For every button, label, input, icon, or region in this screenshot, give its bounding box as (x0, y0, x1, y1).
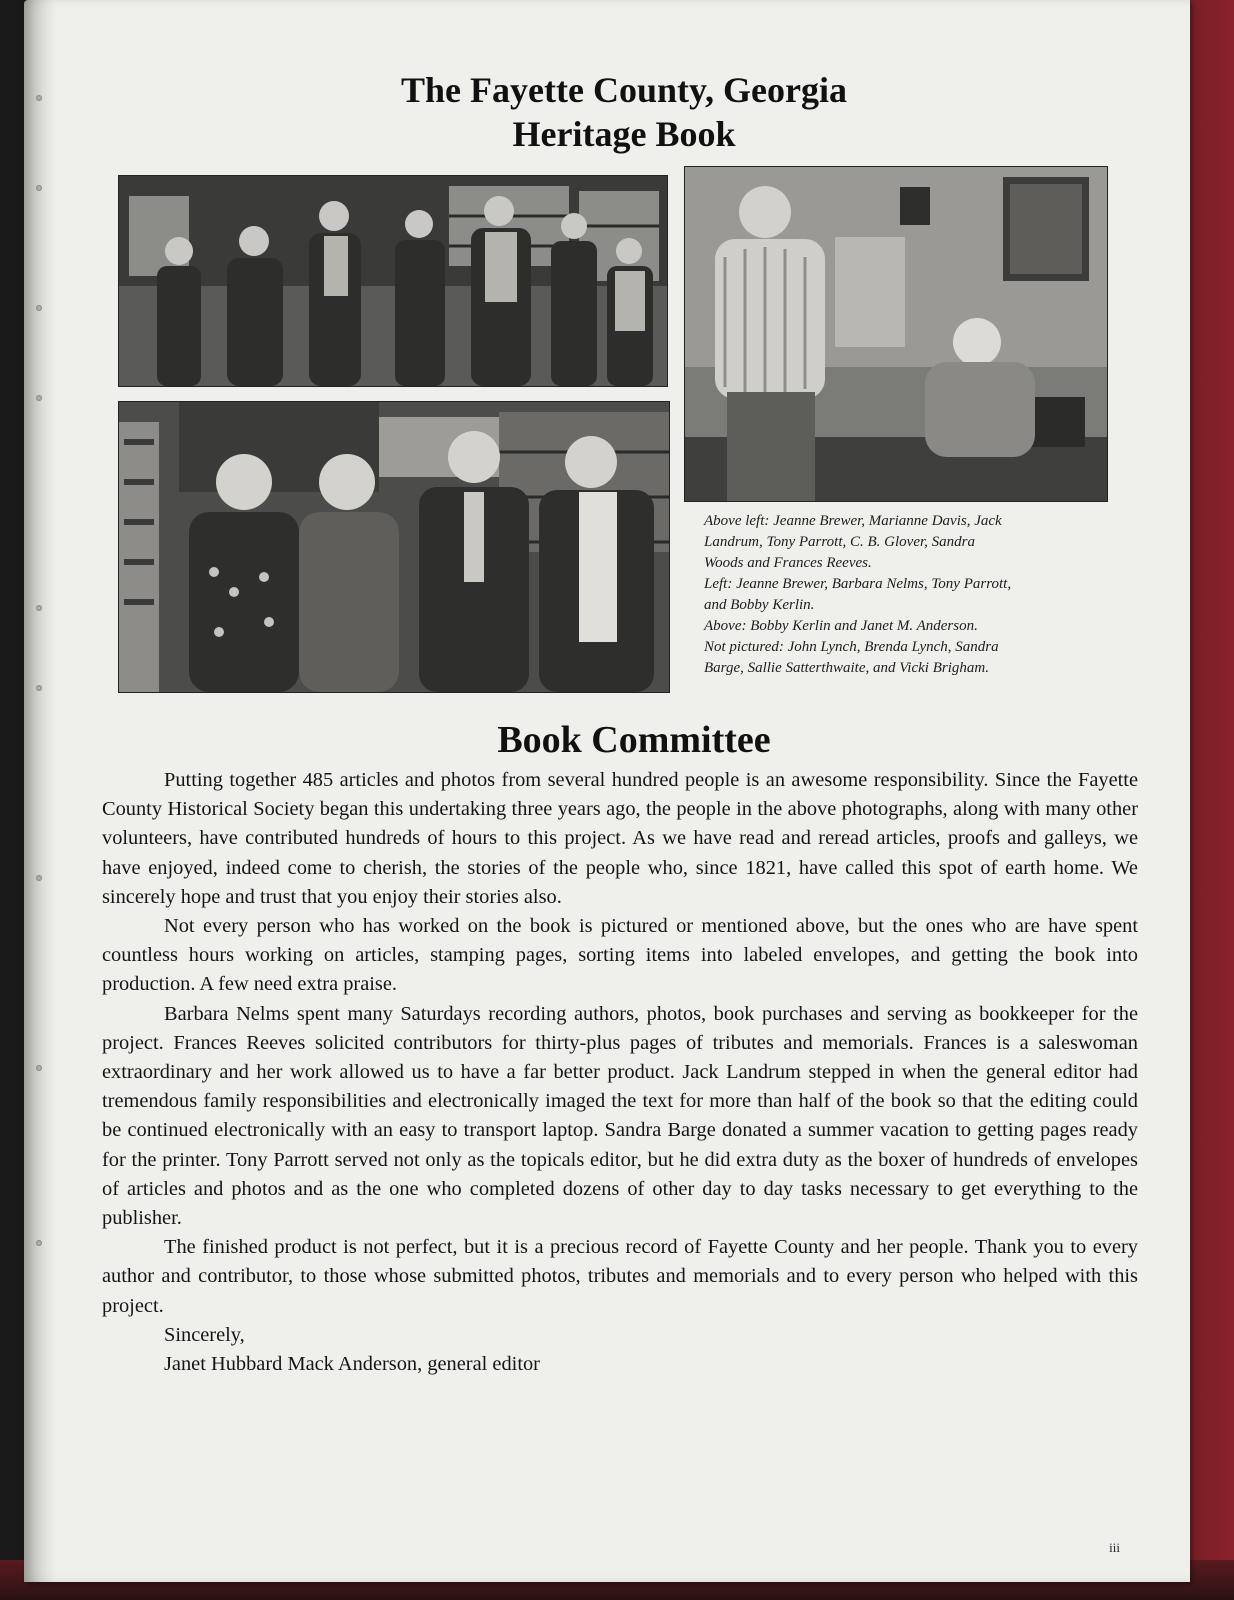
caption-line: and Bobby Kerlin. (704, 597, 815, 613)
caption-line: Woods and Frances Reeves. (704, 555, 872, 571)
body-text (102, 766, 1138, 1379)
caption-line: Barge, Sallie Satterthwaite, and Vicki Brigham. (704, 660, 989, 676)
signature: Janet Hubbard Mack Anderson, general editor (164, 1353, 540, 1376)
binding-holes (36, 60, 46, 1360)
title-line-1: The Fayette County, Georgia (401, 70, 847, 110)
body-paragraph: Not every person who has worked on the book is pictured or mentioned above, but the ones who are have spent countless hours working on articles, stamping pages, sorting items into labeled envelopes, and getting the book into production. A few need extra praise. (102, 915, 1138, 996)
binding-hole (36, 185, 42, 191)
page-title (224, 68, 1024, 156)
binding-hole (36, 1065, 42, 1071)
binding-hole (36, 395, 42, 401)
body-paragraph: The finished product is not perfect, but it is a precious record of Fayette County and her people. Thank you to every author and contributor, to those whose submitted photos, tributes and memorials and to every person who helped with this project. (102, 1236, 1138, 1317)
group-four-photo-image (119, 402, 669, 692)
binding-hole (36, 605, 42, 611)
title-line-2: Heritage Book (512, 114, 736, 154)
caption-line: Above: Bobby Kerlin and Janet M. Anderson. (704, 618, 978, 634)
photo-top-left (118, 175, 668, 387)
body-paragraph: Putting together 485 articles and photos from several hundred people is an awesome responsibility. Since the Fayette County Historical Society began this undertaking three years ago, the people in the above photographs, along with many other volunteers, have contributed hundreds of hours to this project. As we have read and reread articles, proofs and galleys, we have enjoyed, indeed come to cherish, the stories of the people who, since 1821, have called this spot of earth home. We sincerely hope and trust that you enjoy their stories also. (102, 769, 1138, 908)
binding-hole (36, 685, 42, 691)
caption-line: Left: Jeanne Brewer, Barbara Nelms, Tony Parrott, (704, 576, 1012, 592)
binding-hole (36, 875, 42, 881)
caption-line: Above left: Jeanne Brewer, Marianne Davis, Jack (704, 513, 1002, 529)
section-heading: Book Committee (497, 719, 771, 761)
closing: Sincerely, (164, 1323, 245, 1346)
binding-hole (36, 1240, 42, 1246)
photo-right (684, 166, 1108, 502)
body-paragraph: Barbara Nelms spent many Saturdays recording authors, photos, book purchases and serving as bookkeeper for the project. Frances Reeves solicited contributors for thirty-plus pages of tributes and memorials. Frances is a saleswoman extraordinary and her work allowed us to have a far better product. Jack Landrum stepped in when the general editor had tremendous family responsibilities and electronically imaged the text for more than half of the book so that the editing could be continued electronically with an easy to transport laptop. Sandra Barge donated a summer vacation to getting pages ready for the printer. Tony Parrott served not only as the topicals editor, but he did extra duty as the boxer of hundreds of envelopes of articles and photos and as the one who completed dozens of other day to day tasks necessary to get everything to the publisher. (102, 1002, 1138, 1230)
caption-line: Landrum, Tony Parrott, C. B. Glover, Sandra (704, 534, 975, 550)
group-photo-image (119, 176, 667, 386)
photo-caption (704, 511, 1124, 679)
photo-bottom-left (118, 401, 670, 693)
binding-hole (36, 305, 42, 311)
caption-line: Not pictured: John Lynch, Brenda Lynch, Sandra (704, 639, 999, 655)
computer-photo-image (685, 167, 1107, 501)
page-number: iii (1109, 1540, 1120, 1555)
binding-hole (36, 95, 42, 101)
book-page (24, 0, 1190, 1582)
